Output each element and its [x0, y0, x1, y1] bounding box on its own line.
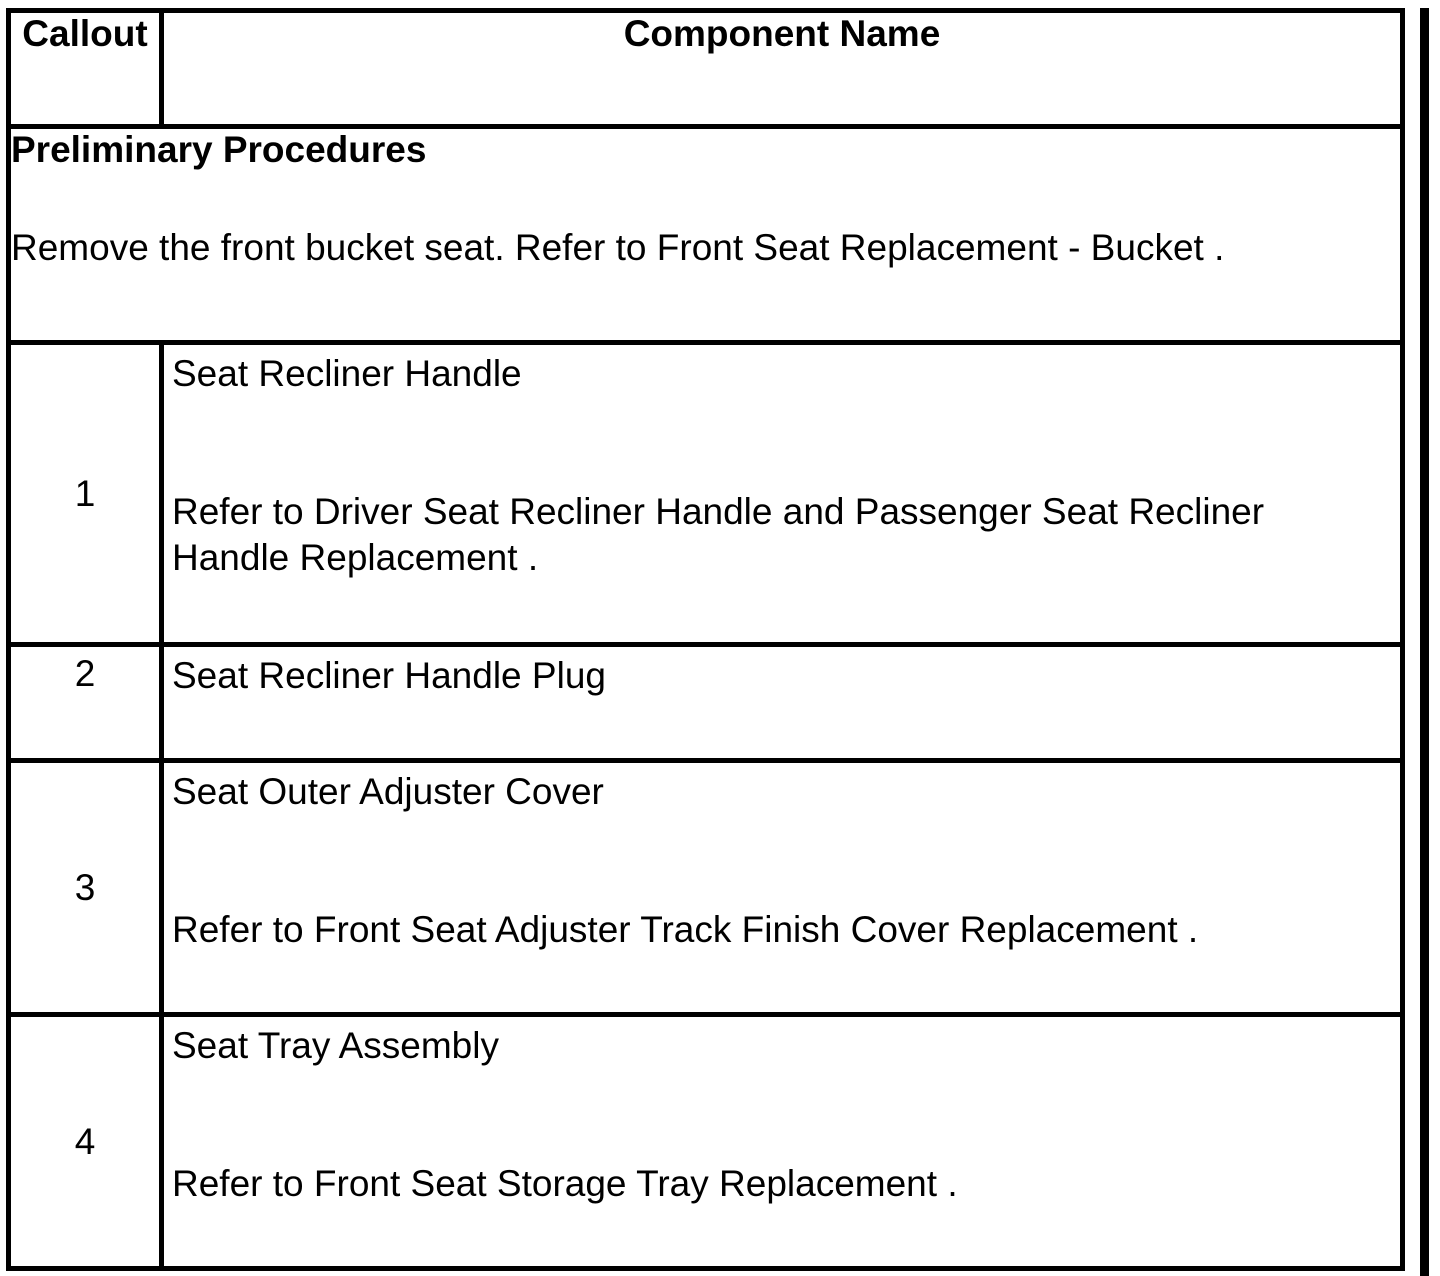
component-name: Seat Recliner Handle: [172, 353, 522, 394]
component-reference-link[interactable]: Refer to Front Seat Storage Tray Replacement .: [172, 1163, 958, 1204]
table-row: [9, 645, 1403, 761]
preliminary-procedures-title: Preliminary Procedures: [11, 129, 427, 170]
table-row: [9, 343, 1403, 645]
component-table: [6, 8, 1405, 1271]
component-cell: [162, 761, 1403, 1015]
callout-number: 4: [9, 1015, 162, 1269]
component-name: Seat Outer Adjuster Cover: [172, 771, 604, 812]
callout-number: 3: [9, 761, 162, 1015]
component-cell: [162, 1015, 1403, 1269]
preliminary-procedures-row: [9, 127, 1403, 343]
component-reference-link[interactable]: Refer to Driver Seat Recliner Handle and Passenger Seat Recliner Handle Replacement .: [172, 491, 1265, 578]
preliminary-procedures-cell: [9, 127, 1403, 343]
component-name: Seat Tray Assembly: [172, 1025, 499, 1066]
component-cell: [162, 343, 1403, 645]
preliminary-procedures-text: Remove the front bucket seat. Refer to Front Seat Replacement - Bucket .: [11, 227, 1225, 268]
component-cell: [162, 645, 1403, 761]
component-reference-link[interactable]: Refer to Front Seat Adjuster Track Finish Cover Replacement .: [172, 909, 1199, 950]
component-name: Seat Recliner Handle Plug: [172, 655, 606, 696]
component-name-column-header: Component Name: [162, 11, 1403, 127]
page-edge-bar: [1420, 8, 1429, 1276]
table-row: [9, 761, 1403, 1015]
table-header-row: [9, 11, 1403, 127]
callout-column-header: Callout: [9, 11, 162, 127]
callout-number: 1: [9, 343, 162, 645]
table-row: [9, 1015, 1403, 1269]
callout-number: 2: [9, 645, 162, 761]
